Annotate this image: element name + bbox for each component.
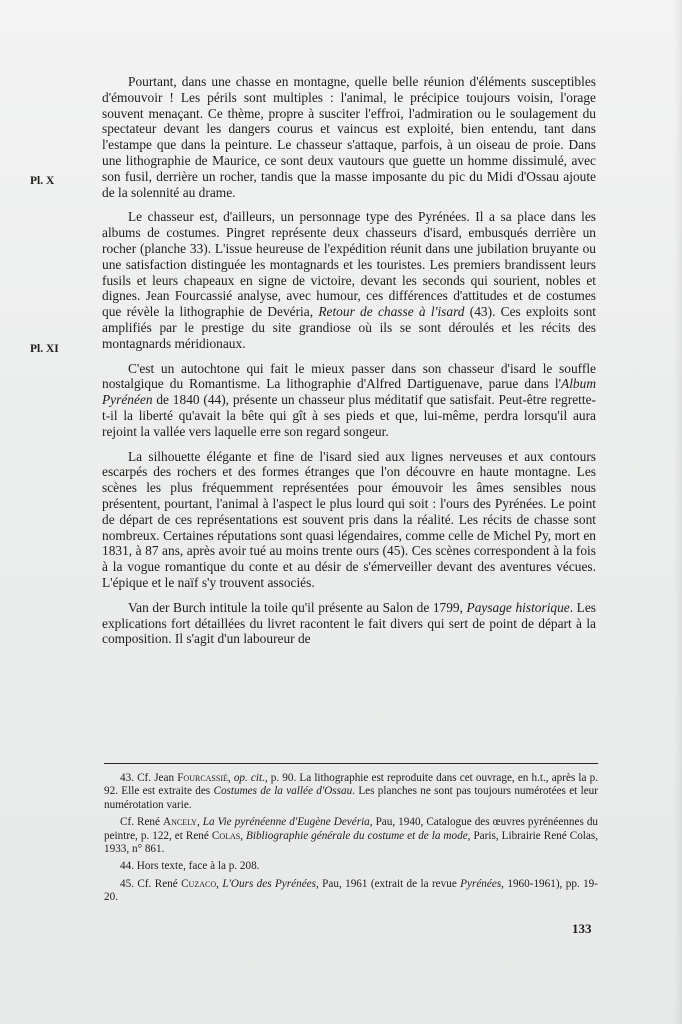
author-name: Colas (211, 829, 241, 842)
footnotes (104, 772, 598, 909)
text-run: 45. Cf. René (120, 877, 182, 890)
author-name: Ancely (162, 816, 197, 829)
italic-text: op. cit. (233, 772, 265, 784)
italic-text: Bibliographie générale du costume et de la mode (246, 829, 468, 842)
text-run: 43. Cf. Jean (120, 772, 178, 784)
text-run: , (227, 772, 234, 784)
text-run: , Pau, 1940, Catalogue des œuvres pyrénéennes du peintre, p. 122, et René (104, 816, 599, 842)
paragraph (102, 74, 596, 200)
margin-note-plate-xi: Pl. XI (30, 343, 59, 355)
italic-text: Album Pyrénéen (102, 376, 596, 408)
text-run: (43). Ces exploits sont amplifiés par le prestige du site grandiose où ils se sont déroulés et les récits des montagnards méridionaux. (102, 304, 597, 351)
paragraph (102, 600, 596, 647)
italic-text: La Vie pyrénéenne d'Eugène Devéria (202, 816, 370, 829)
text-run: , p. 90. La lithographie est reproduite dans cet ouvrage, en h.t., après la p. 92. Elle est extraite des (104, 772, 599, 798)
margin-note-plate-x: Pl. X (30, 175, 55, 187)
text-run: C'est un autochtone qui fait le mieux passer dans son chasseur d'isard le souffle nostalgique du Romantisme. La lithographie d'Alfred Dartiguenave, parue dans l' (102, 360, 596, 392)
text-run: , Paris, Librairie René Colas, 1933, n° 861. (104, 829, 599, 856)
text-run: . Les explications fort détaillées du livret racontent le fait divers qui sert de point de départ à la composition. Il s'agit d'un laboureur de (102, 599, 596, 647)
text-run: Le chasseur est, d'ailleurs, un personnage type des Pyrénées. Il a sa place dans les albums de costumes. Pingret représente deux chasseurs d'isard, embusqués derrière un rocher (planche 33). L'issue heureuse de l'expédition réunit dans une jubilation bruyante ou une satisfaction distinguée les montagnards et les touristes. Les premiers brandissent leurs fusils et leurs chapeaux en signe de victoire, devant les seconds qui sourient, nobles et dignes. Jean Fourcassié analyse, avec humour, ces différences d'attitudes et de costumes que révèle la lithographie de Devéria, (102, 209, 596, 320)
paragraph (102, 209, 596, 351)
footnote-rule (104, 763, 598, 764)
author-name: Cuzaco (181, 877, 217, 890)
text-run: 44. Hors texte, face à la p. 208. (120, 860, 260, 873)
text-run: , 1960-1961), pp. 19-20. (104, 877, 599, 904)
text-run: Pourtant, dans une chasse en montagne, quelle belle réunion d'éléments susceptibles d'émouvoir ! Les périls sont multiples : l'animal, le précipice toujours voisin, l'orage souvent menaçant. Ce thème, propre à susciter l'effroi, l'admiration ou le soulagement du spectateur devant les dangers courus et vaincus est exploité, bien entendu, tant dans l'estampe que dans la peinture. Le chasseur s'attaque, parfois, à un oiseau de proie. Dans une lithographie de Maurice, ce sont deux vautours que guette un homme dissimulé, avec son fusil, derrière un rocher, tandis que la masse imposante du pic du Midi d'Ossau ajoute de la solennité au drame. (102, 74, 596, 200)
italic-text: Pyrénées (460, 877, 502, 890)
italic-text: L'Ours des Pyrénées (222, 877, 316, 890)
text-run: Cf. René (120, 816, 163, 829)
footnote (104, 772, 598, 812)
italic-text: Costumes de la vallée d'Ossau (213, 785, 353, 798)
footnote (104, 878, 598, 905)
text-run: de 1840 (44), présente un chasseur plus méditatif que satisfait. Peut-être regrette-t-il la liberté qu'avait la bête qui gît à ses pieds et que, lui-même, perdra lorsqu'il aura rejoint la vallée vers laquelle erre son regard songeur. (102, 392, 596, 439)
text-run: . Les planches ne sont pas toujours numérotées et leur numérotation varie. (104, 785, 598, 811)
paragraph (102, 361, 596, 440)
text-run: Van der Burch intitule la toile qu'il présente au Salon de 1799, (128, 599, 467, 615)
text-run: La silhouette élégante et fine de l'isard sied aux lignes nerveuses et aux contours escarpés des rochers et des formes étranges que l'on découvre en haute montagne. Les scènes les plus fréquemment représentées pour émouvoir les âmes sensibles nous présentent, pourtant, l'animal à l'aspect le plus lourd qui soit : l'ours des Pyrénées. Le point de départ de ces représentations est souvent pris dans la réalité. Les récits de chasse sont nombreux. Certaines réputations sont quasi légendaires, comme celle de Michel Py, mort en 1831, à 87 ans, après avoir tué au moins trente ours (45). Ces scènes correspondent à la fois à la vogue romantique du conte et au désir de s'émerveiller devant des aventures vécues. L'épique et le naïf s'y trouvent associés. (102, 448, 596, 590)
footnote (104, 860, 598, 873)
paragraph (102, 449, 596, 591)
text-run: , Pau, 1961 (extrait de la revue (315, 877, 461, 890)
author-name: Fourcassié (177, 772, 228, 784)
text-run: , (196, 816, 203, 829)
text-run: , (240, 829, 247, 842)
footnote (104, 816, 598, 856)
italic-text: Paysage historique (466, 599, 570, 615)
page-edge-shadow (674, 0, 682, 1024)
text-run: , (216, 877, 223, 890)
body-text (102, 74, 596, 656)
italic-text: Retour de chasse à l'isard (318, 304, 465, 320)
page-number: 133 (572, 921, 592, 936)
